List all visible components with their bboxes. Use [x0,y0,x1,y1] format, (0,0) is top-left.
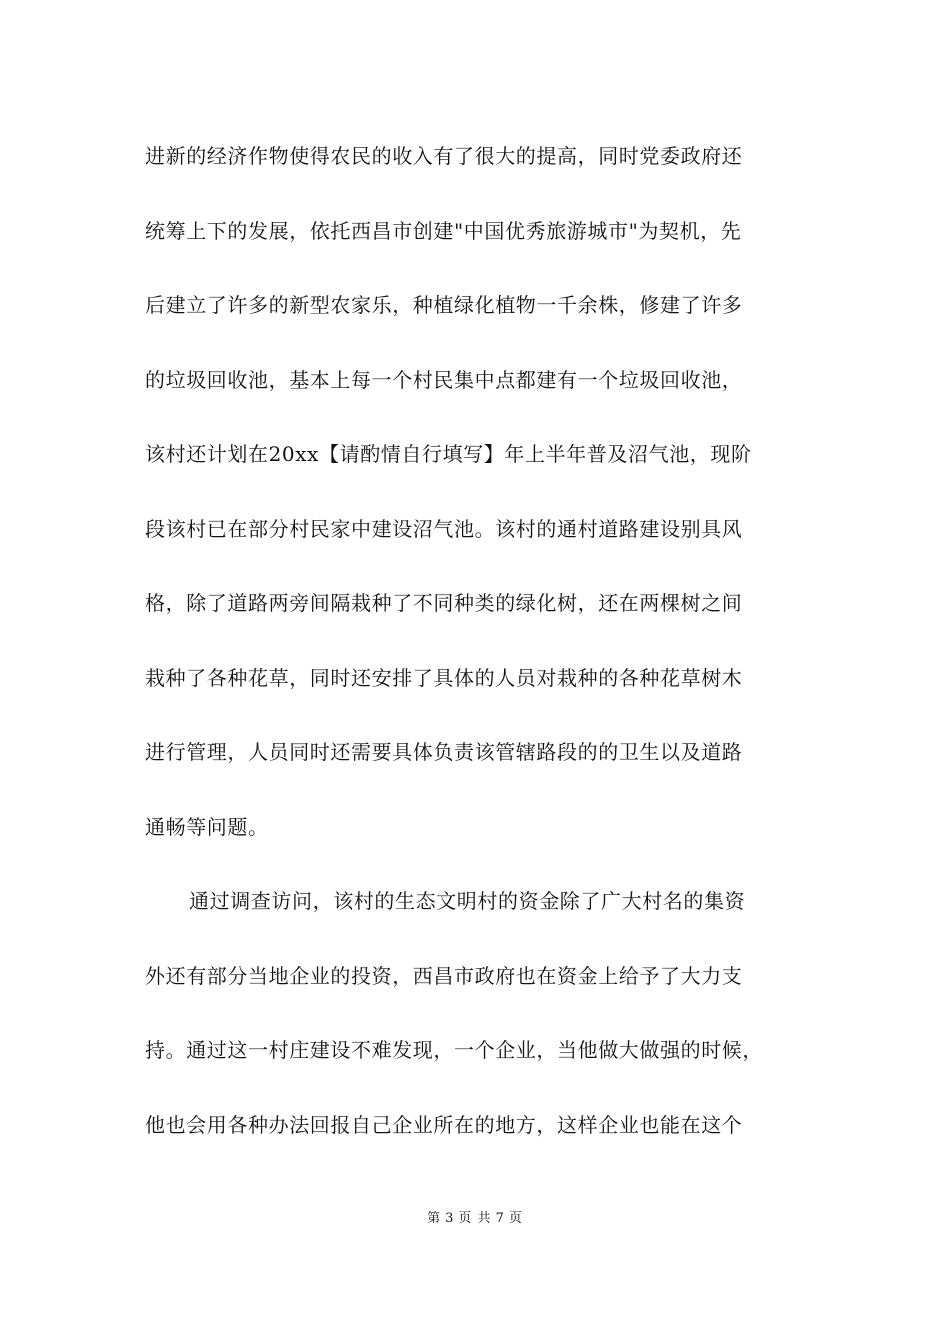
body-line-10: 通畅等问题。 [145,815,269,839]
footer-suffix: 页 [508,1211,523,1226]
body-line-5: 该村还计划在20xx【请酌情自行填写】年上半年普及沼气池，现阶 [145,442,752,466]
body-line-9: 进行管理，人员同时还需要具体负责该管辖路段的的卫生以及道路 [145,740,743,764]
footer-prefix: 第 [427,1211,442,1226]
body-line-8: 栽种了各种花草，同时还安排了具体的人员对栽种的各种花草树木 [145,666,743,690]
body-line-12: 外还有部分当地企业的投资，西昌市政府也在资金上给予了大力支 [145,964,743,988]
body-line-6: 段该村已在部分村民家中建设沼气池。该村的通村道路建设别具风 [145,517,743,541]
body-line-11: 通过调查访问，该村的生态文明村的资金除了广大村名的集资 [189,889,746,913]
page-footer [0,1207,950,1226]
footer-total-pages: 7 [495,1211,505,1226]
footer-current-page: 3 [445,1211,455,1226]
body-line-2: 统筹上下的发展，依托西昌市创建"中国优秀旅游城市"为契机，先 [145,219,742,243]
body-line-1: 进新的经济作物使得农民的收入有了很大的提高，同时党委政府还 [145,144,743,168]
body-line-7: 格，除了道路两旁间隔栽种了不同种类的绿化树，还在两棵树之间 [145,591,743,615]
body-line-3: 后建立了许多的新型农家乐，种植绿化植物一千余株，修建了许多 [145,293,743,317]
body-line-4: 的垃圾回收池，基本上每一个村民集中点都建有一个垃圾回收池， [145,368,743,392]
footer-middle: 页 共 [458,1211,492,1226]
body-line-14: 他也会用各种办法回报自己企业所在的地方，这样企业也能在这个 [145,1113,743,1137]
body-line-13: 持。通过这一村庄建设不难发现，一个企业，当他做大做强的时候， [145,1038,763,1062]
